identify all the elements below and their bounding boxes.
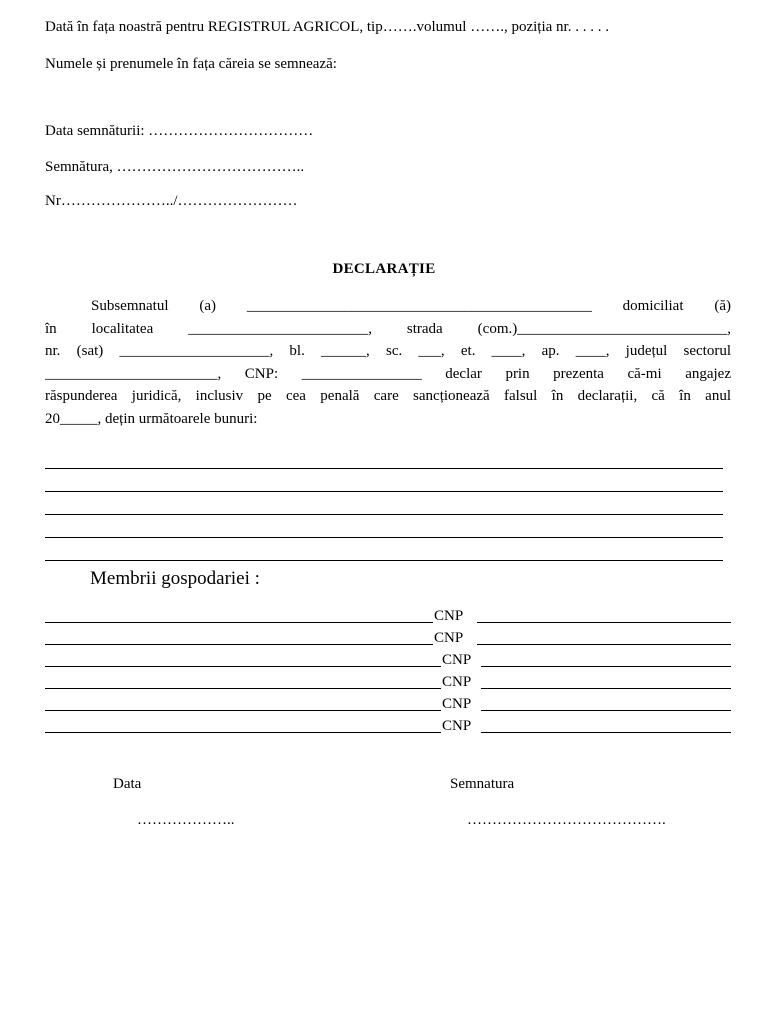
household-members-title: Membrii gospodariei : [90,568,260,589]
assets-blank-lines [45,446,723,561]
member-name-line [45,666,441,667]
declaration-row: _______________________, CNP: ________________ declar prin prezenta că-mi angajez [45,365,731,382]
member-cnp-line [481,732,731,733]
signature-date-line: Data semnăturii: …………………………… [45,123,314,139]
member-name-line [45,622,433,623]
blank-line [45,492,723,515]
cnp-label: CNP [442,696,472,712]
cnp-label: CNP [434,608,464,624]
footer-signature-dots: …………………………………. [467,812,666,828]
cnp-label: CNP [442,652,472,668]
household-members-list [45,604,731,736]
signature-line: Semnătura, ……………………………….. [45,159,305,175]
cnp-label: CNP [442,674,472,690]
member-name-line [45,688,441,689]
footer-date-label: Data [113,776,142,792]
member-row [45,714,731,736]
member-name-line [45,732,441,733]
registration-number-line: Nr…………………../…………………… [45,193,298,209]
member-name-line [45,710,441,711]
declaration-row: în localitatea ________________________, strada (com.)____________________________, [45,320,731,337]
blank-line [45,538,723,561]
header-line-name: Numele și prenumele în fața căreia se semnează: [45,56,337,72]
blank-line [45,446,723,469]
cnp-label: CNP [434,630,464,646]
declaration-row: nr. (sat) ____________________, bl. ______, sc. ___, et. ____, ap. ____, județul sectorul [45,343,731,359]
member-name-line [45,644,433,645]
member-cnp-line [481,710,731,711]
member-row [45,670,731,692]
declaration-row: răspunderea juridică, inclusiv pe cea penală care sancționează falsul în declarații, că în anul [45,388,731,404]
member-row [45,604,731,626]
blank-line [45,469,723,492]
cnp-label: CNP [442,718,472,734]
declaration-row: Subsemnatul (a) ______________________________________________ domiciliat (ă) [91,298,731,314]
header-line-register: Dată în fața noastră pentru REGISTRUL AGRICOL, tip…….volumul ……., poziția nr. . . . . . [45,19,609,35]
member-cnp-line [481,688,731,689]
declaration-paragraph [45,295,731,430]
member-cnp-line [481,666,731,667]
page-title: DECLARAȚIE [332,261,436,277]
member-cnp-line [477,622,731,623]
footer-date-dots: ……………….. [137,812,235,828]
declaration-row: 20_____, dețin următoarele bunuri: [45,410,258,427]
member-row [45,692,731,714]
footer-signature-label: Semnatura [450,776,515,792]
member-row [45,626,731,648]
member-row [45,648,731,670]
member-cnp-line [477,644,731,645]
blank-line [45,515,723,538]
